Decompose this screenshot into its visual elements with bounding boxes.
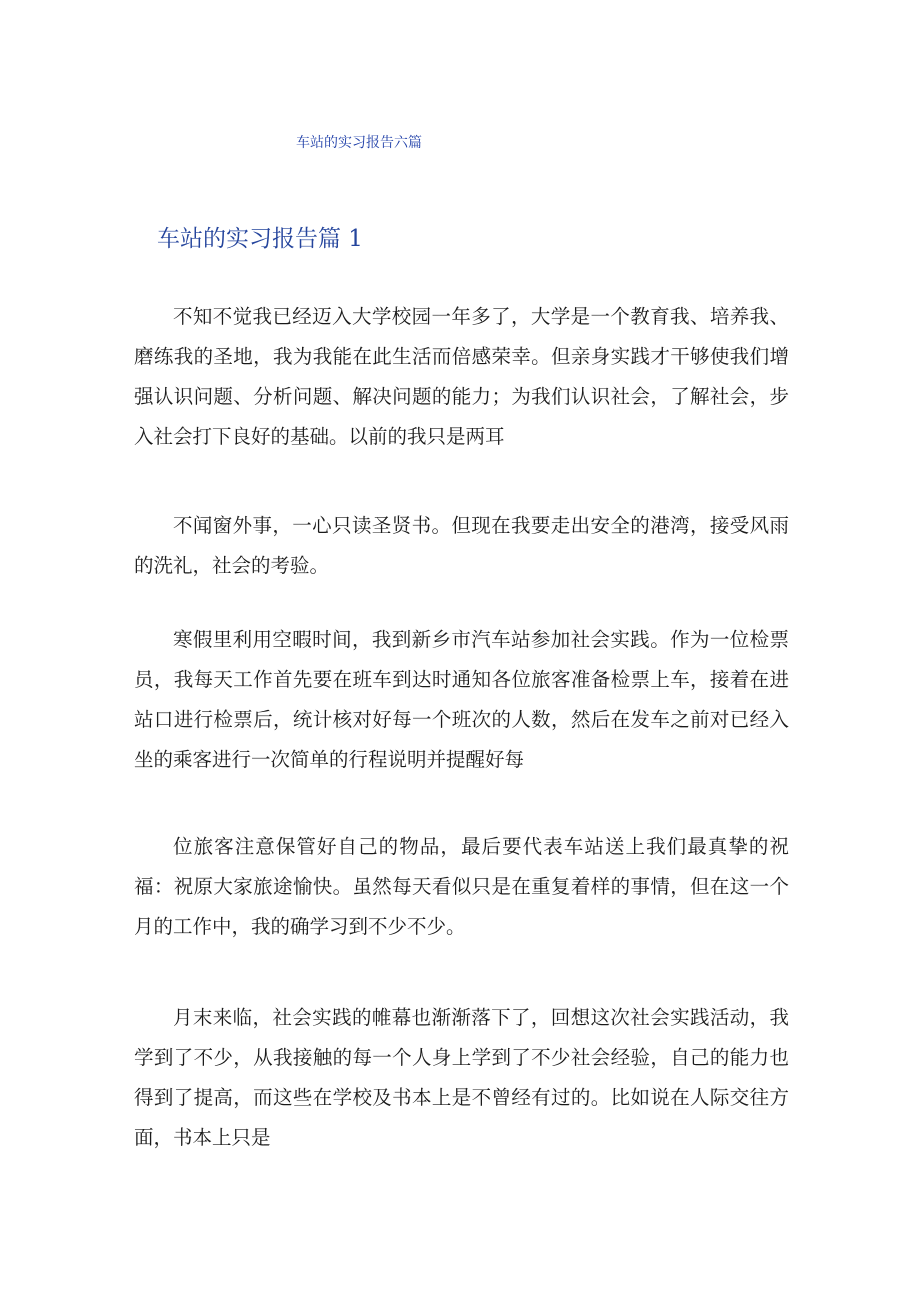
paragraph-4: 位旅客注意保管好自己的物品，最后要代表车站送上我们最真挚的祝福：祝原大家旅途愉快。虽然每天看似只是在重复着样的事情，但在这一个月的工作中，我的确学习到不少不少。	[134, 835, 789, 938]
document-title: 车站的实习报告六篇	[296, 135, 422, 151]
paragraph-3: 寒假里利用空暇时间，我到新乡市汽车站参加社会实践。作为一位检票员，我每天工作首先要在班车到达时通知各位旅客准备检票上车，接着在进站口进行检票后，统计核对好每一个班次的人数，然后在发车之前对已经入坐的乘客进行一次简单的行程说明并提醒好每	[134, 628, 789, 771]
paragraph-2: 不闻窗外事，一心只读圣贤书。但现在我要走出安全的港湾，接受风雨的洗礼，社会的考验。	[134, 514, 789, 577]
section-heading: 车站的实习报告篇 1	[157, 226, 363, 252]
paragraph-5: 月末来临，社会实践的帷幕也渐渐落下了，回想这次社会实践活动，我学到了不少，从我接触的每一个人身上学到了不少社会经验，自己的能力也得到了提高，而这些在学校及书本上是不曾经有过的。比如说在人际交往方面，书本上只是	[134, 1006, 789, 1149]
paragraph-1: 不知不觉我已经迈入大学校园一年多了，大学是一个教育我、培养我、磨练我的圣地，我为我能在此生活而倍感荣幸。但亲身实践才干够使我们增强认识问题、分析问题、解决问题的能力；为我们认识社会，了解社会，步入社会打下良好的基础。以前的我只是两耳	[134, 305, 789, 448]
